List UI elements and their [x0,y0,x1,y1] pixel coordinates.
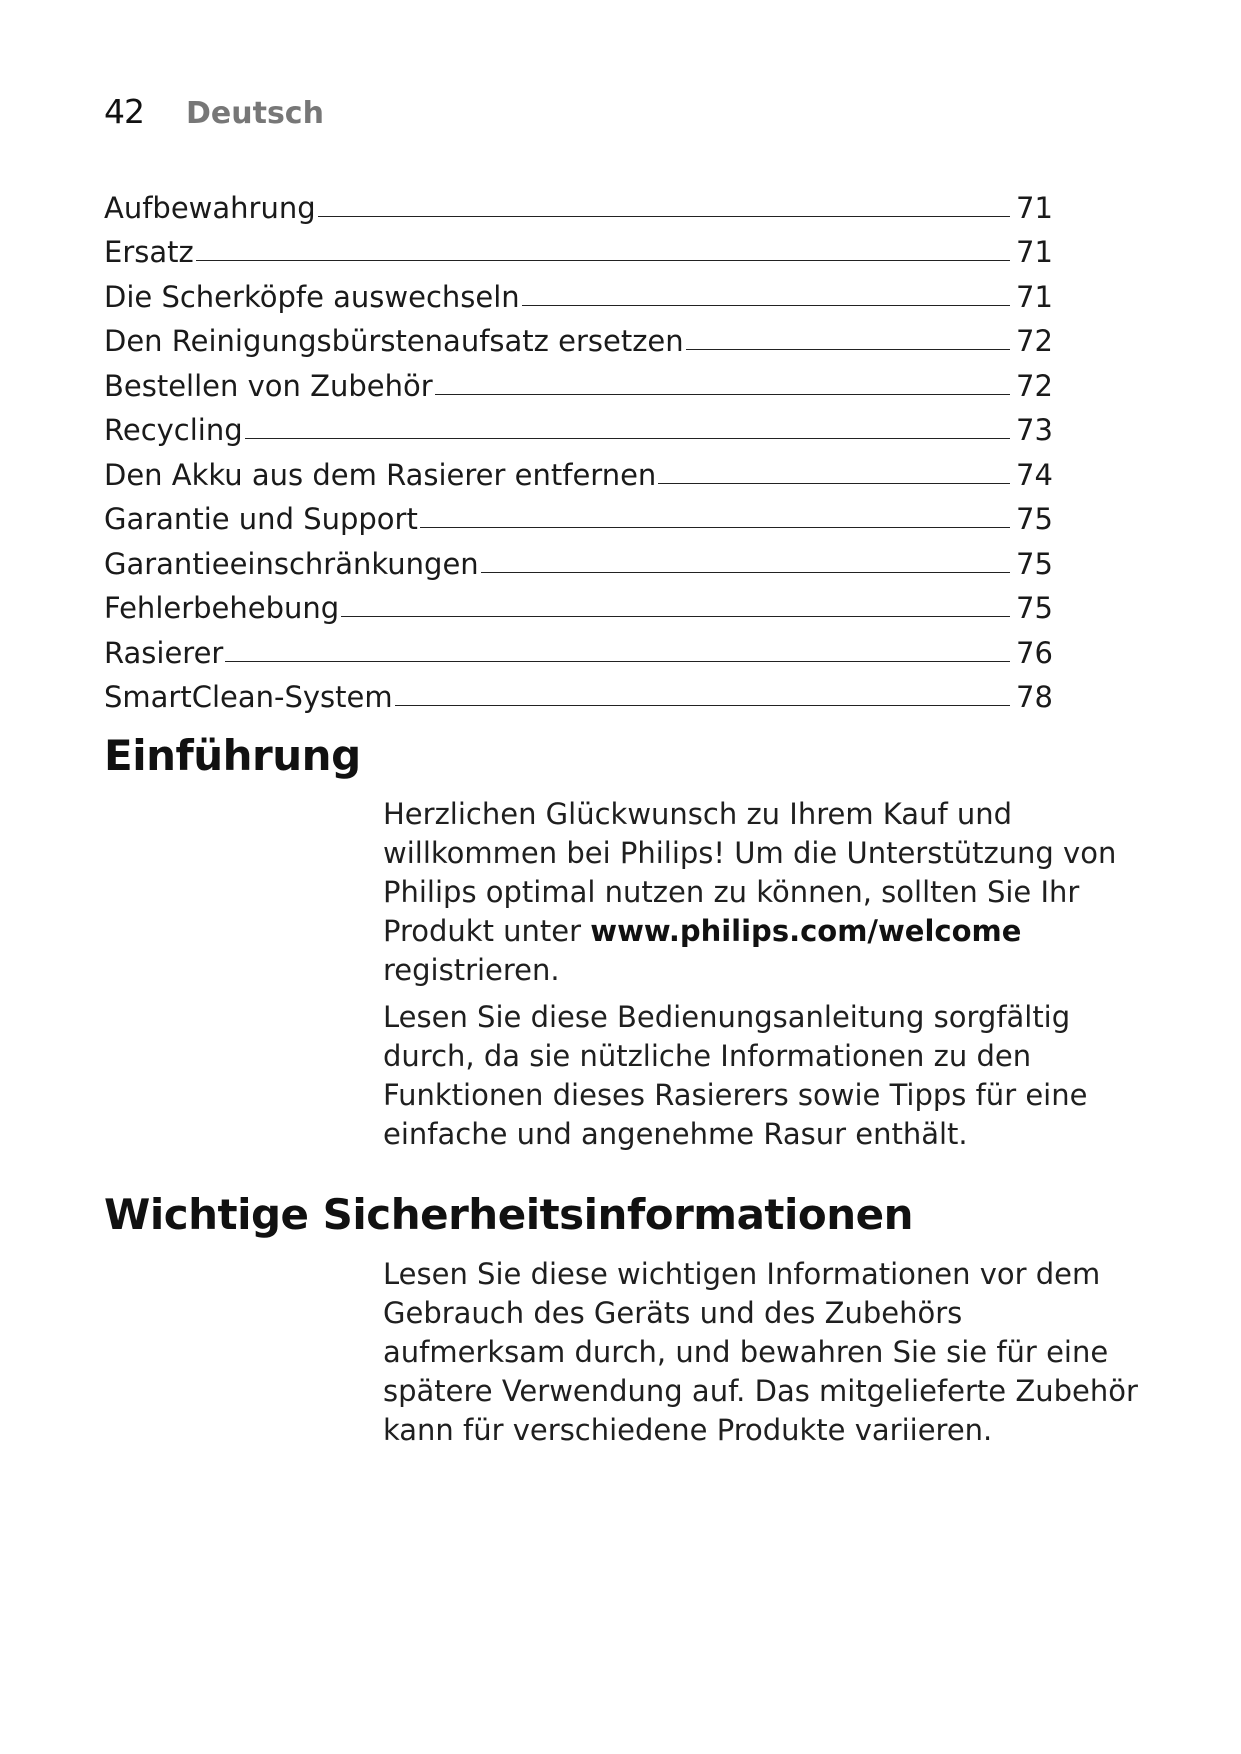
toc-leader-line [522,304,1010,306]
toc-entry-page: 76 [1016,635,1053,670]
toc-leader-line [225,660,1010,662]
toc-entry-page: 71 [1016,235,1053,269]
toc-entry-page: 75 [1016,502,1053,536]
toc-leader-line [341,615,1010,617]
toc-leader-line [658,482,1010,484]
intro-paragraph-1-end: registrieren. [383,953,560,987]
toc-entry-page: 71 [1016,279,1053,314]
page-header [104,92,324,131]
toc-entry[interactable] [104,445,1062,490]
safety-heading: Wichtige Sicherheitsinformationen [104,1190,914,1239]
safety-paragraph-1: Lesen Sie diese wichtigen Informationen vor dem Gebrauch des Geräts und des Zubehörs aufmerksam durch, und bewahren Sie sie für eine spätere Verwendung auf. Das mitgelieferte Zubehör kann für verschiedene Produkte variieren. [383,1257,1138,1447]
welcome-link[interactable]: www.philips.com/welcome [590,914,1022,948]
toc-entry-title: Garantieeinschränkungen [104,546,479,581]
toc-entry-page: 71 [1016,190,1053,225]
toc-entry[interactable] [104,312,1062,357]
toc-entry-title: Fehlerbehebung [104,591,340,625]
toc-entry-page: 72 [1016,324,1053,358]
intro-body [383,795,1143,1162]
toc-entry[interactable] [104,668,1062,713]
toc-leader-line [420,526,1010,528]
toc-entry-page: 72 [1016,368,1053,403]
toc-entry-title: Recycling [104,413,243,447]
intro-paragraph-2: Lesen Sie diese Bedienungsanleitung sorgfältig durch, da sie nützliche Informationen zu den Funktionen dieses Rasierers sowie Tipps für eine einfache und angenehme Rasur enthält. [383,1000,1088,1151]
toc-entry-page: 74 [1016,457,1053,492]
toc-entry-title: Bestellen von Zubehör [104,368,433,403]
table-of-contents [104,178,1062,712]
page-number: 42 [104,92,144,131]
toc-entry-page: 75 [1016,591,1053,625]
toc-leader-line [245,437,1010,439]
toc-leader-line [395,704,1010,706]
toc-entry-title: Den Akku aus dem Rasierer entfernen [104,457,657,492]
toc-entry[interactable] [104,223,1062,268]
intro-heading: Einführung [104,731,361,780]
safety-body [383,1255,1143,1458]
toc-entry-page: 73 [1016,413,1053,447]
toc-entry[interactable] [104,579,1062,624]
toc-entry-title: Rasierer [104,635,224,670]
toc-entry-title: Die Scherköpfe auswechseln [104,279,520,314]
toc-entry-title: Ersatz [104,235,194,269]
toc-leader-line [435,393,1010,395]
toc-entry-title: Garantie und Support [104,502,418,536]
page-language: Deutsch [186,96,324,131]
toc-entry[interactable] [104,534,1062,579]
toc-entry[interactable] [104,267,1062,312]
toc-entry[interactable] [104,178,1062,223]
toc-entry[interactable] [104,490,1062,535]
toc-leader-line [686,348,1010,350]
toc-entry[interactable] [104,623,1062,668]
toc-entry-title: SmartClean-System [104,680,393,714]
toc-entry-title: Aufbewahrung [104,190,316,225]
toc-entry[interactable] [104,401,1062,446]
toc-entry-page: 75 [1016,546,1053,581]
toc-entry-page: 78 [1016,680,1053,714]
intro-paragraph-1 [383,795,1143,990]
toc-leader-line [481,571,1010,573]
toc-leader-line [318,215,1010,217]
toc-entry-title: Den Reinigungsbürstenaufsatz ersetzen [104,324,684,358]
toc-entry[interactable] [104,356,1062,401]
intro-paragraph-1-text: Herzlichen Glückwunsch zu Ihrem Kauf und willkommen bei Philips! Um die Unterstützung von Philips optimal nutzen zu können, sollten Sie Ihr Produkt unter [383,797,1117,948]
toc-leader-line [196,259,1010,261]
